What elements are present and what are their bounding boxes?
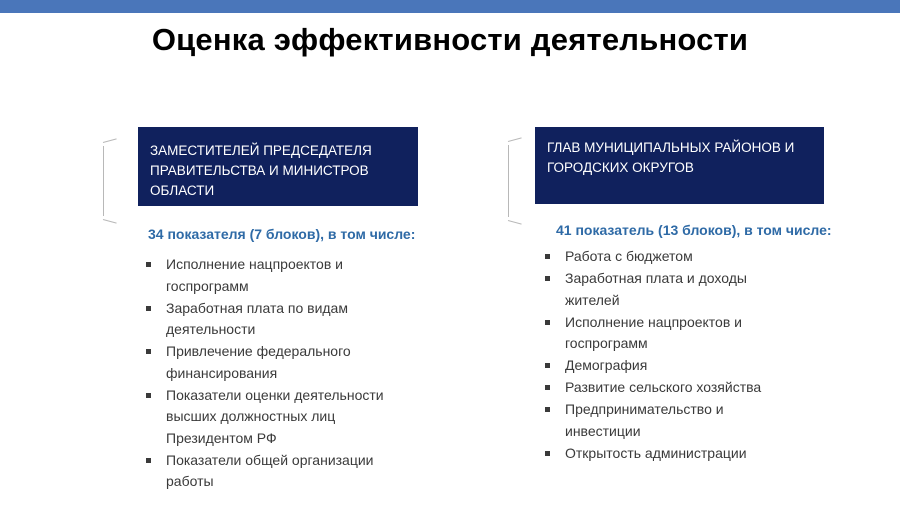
right-indicator-list xyxy=(545,246,775,465)
list-item: Работа с бюджетом xyxy=(545,246,775,268)
right-header-box xyxy=(535,127,824,204)
right-header-line: ГЛАВ МУНИЦИПАЛЬНЫХ РАЙОНОВ И xyxy=(547,140,795,155)
left-indicator-list xyxy=(146,254,391,493)
left-header-line: ЗАМЕСТИТЕЛЕЙ ПРЕДСЕДАТЕЛЯ xyxy=(150,143,372,158)
left-header-line: ПРАВИТЕЛЬСТВА И МИНИСТРОВ xyxy=(150,163,369,178)
list-item: Показатели общей организации работы xyxy=(146,450,391,493)
list-item: Исполнение нацпроектов и госпрограмм xyxy=(146,254,391,297)
right-header-line: ГОРОДСКИХ ОКРУГОВ xyxy=(547,160,694,175)
left-subtitle: 34 показателя (7 блоков), в том числе: xyxy=(148,226,416,242)
left-bracket-decoration xyxy=(103,146,105,216)
list-item: Развитие сельского хозяйства xyxy=(545,377,775,399)
list-item: Заработная плата по видам деятельности xyxy=(146,298,391,341)
list-item: Открытость администрации xyxy=(545,443,775,465)
list-item: Предпринимательство и инвестиции xyxy=(545,399,775,442)
right-subtitle: 41 показатель (13 блоков), в том числе: xyxy=(556,222,832,238)
list-item: Исполнение нацпроектов и госпрограмм xyxy=(545,312,775,355)
list-item: Привлечение федерального финансирования xyxy=(146,341,391,384)
list-item: Показатели оценки деятельности высших должностных лиц Президентом РФ xyxy=(146,385,391,450)
list-item: Заработная плата и доходы жителей xyxy=(545,268,775,311)
list-item: Демография xyxy=(545,355,775,377)
top-accent-bar xyxy=(0,0,900,13)
left-header-box xyxy=(138,127,418,206)
left-header-line: ОБЛАСТИ xyxy=(150,183,215,198)
right-bracket-decoration xyxy=(508,145,510,217)
page-title: Оценка эффективности деятельности xyxy=(151,22,749,57)
